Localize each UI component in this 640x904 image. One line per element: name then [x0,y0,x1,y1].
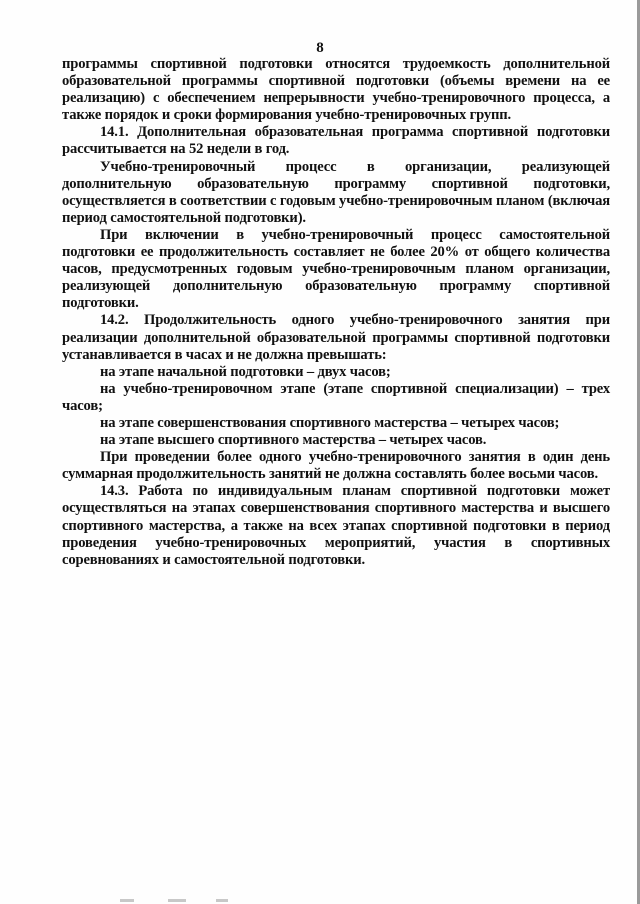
paragraph-training-process: Учебно-тренировочный процесс в организации, реализующей дополнительную образовательную программу спортивной подготовки, осуществляется в соответствии с годовым учебно-тренировочным планом (включая период самостоятельной подготовки). [62,158,610,226]
list-item-improvement-stage: на этапе совершенствования спортивного мастерства – четырех часов; [100,414,560,431]
paragraph-continuation: программы спортивной подготовки относятся трудоемкость дополнительной образовательной программы спортивной подготовки (объемы времени на ее реализацию) с обеспечением непрерывности учебно-тренировочного процесса, а также порядок и сроки формирования учебно-тренировочных групп. [62,56,610,124]
list-item-higher-mastery-stage: на этапе высшего спортивного мастерства – четырех часов. [100,432,487,449]
paragraph-14-3: 14.3. Работа по индивидуальным планам спортивной подготовки может осуществляться на этапах совершенствования спортивного мастерства и высшего спортивного мастерства, а также на всех этапах спортивной подготовки в период проведения учебно-тренировочных мероприятий, участия в спортивных соревнованиях и самостоятельной подготовки. [62,483,610,568]
paragraph-multiple-sessions: При проведении более одного учебно-тренировочного занятия в один день суммарная продолжительность занятий не должна составлять более восьми часов. [62,449,610,483]
list-item-initial-stage: на этапе начальной подготовки – двух часов; [100,363,391,380]
page-number: 8 [316,40,324,56]
scan-bottom-marks [120,899,240,904]
document-body [62,56,610,569]
paragraph-14-1: 14.1. Дополнительная образовательная программа спортивной подготовки рассчитывается на 52 недели в год. [62,124,610,158]
paragraph-self-training: При включении в учебно-тренировочный процесс самостоятельной подготовки ее продолжительность составляет не более 20% от общего количества часов, предусмотренных годовым учебно-тренировочным планом организации, реализующей дополнительную образовательную программу спортивной подготовки. [62,226,610,312]
paragraph-14-2: 14.2. Продолжительность одного учебно-тренировочного занятия при реализации дополнительной образовательной программы спортивной подготовки устанавливается в часах и не должна превышать: [62,312,610,363]
list-item-training-stage: на учебно-тренировочном этапе (этапе спортивной специализации) – трех часов; [62,380,610,414]
